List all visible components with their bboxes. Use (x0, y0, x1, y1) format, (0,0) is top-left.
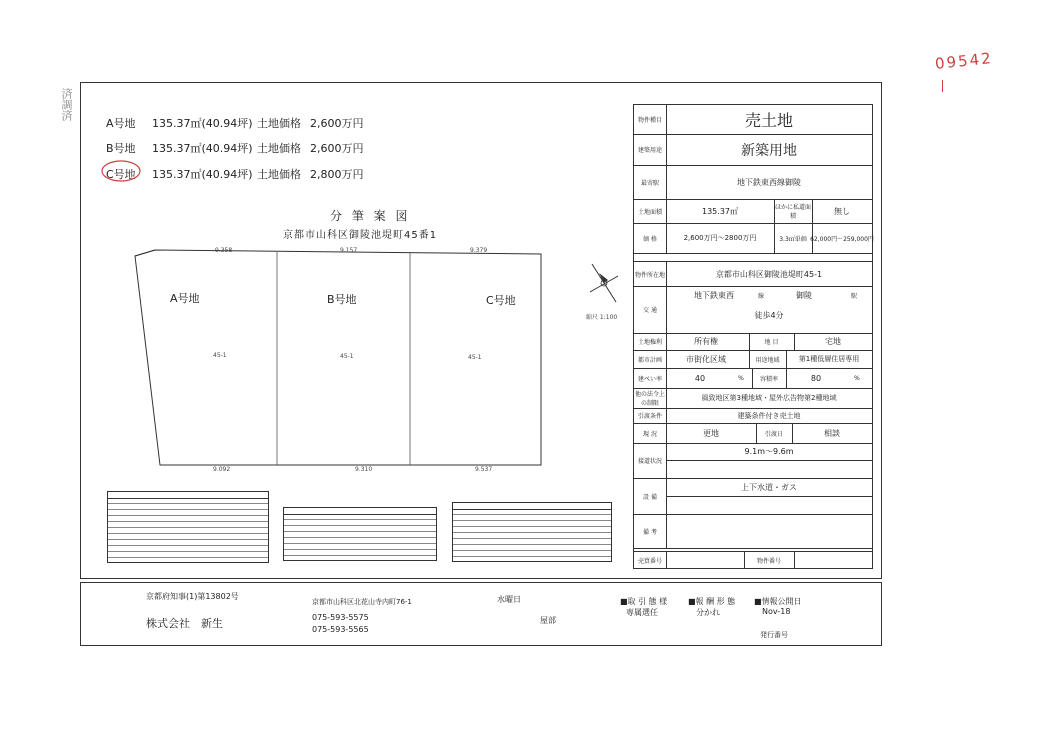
fee-label: ■報 酬 形 態 (688, 597, 736, 606)
bcr-label: 建ぺい率 (634, 368, 667, 388)
holiday: 水曜日 (497, 595, 521, 604)
row-condition (634, 408, 872, 424)
status-label: 現 況 (634, 423, 667, 443)
row-dealer (634, 551, 872, 568)
kind-value: 売土地 (744, 111, 793, 130)
date-label: ■情報公開日 (754, 597, 802, 606)
lot-c-price: 2,800万円 (310, 168, 364, 181)
shop-name: 屋部 (540, 616, 556, 625)
lot-a-area: 135.37㎡(40.94坪) (152, 117, 253, 130)
other-label: ほかに私道面積 (774, 204, 811, 220)
station-value: 地下鉄東西線御陵 (737, 177, 801, 187)
handwritten-circle (100, 158, 150, 184)
company-address: 京都市山科区北花山寺内町76-1 (312, 598, 412, 606)
rights-value: 所有権 (694, 337, 718, 346)
law-label: 他の法令上の制限 (634, 388, 667, 408)
date-value: Nov-18 (762, 607, 791, 616)
handover-label: 引渡日 (764, 430, 783, 438)
handwritten-number: 09542 (934, 49, 994, 73)
coordinate-table-b (283, 507, 437, 561)
plan-top-dim-a: 9.358 (215, 247, 233, 254)
plan-top-dim-c: 9.379 (470, 247, 488, 254)
bcr-unit: % (738, 374, 744, 382)
chimoku-label: 地 目 (764, 339, 779, 346)
lot-a-price: 2,600万円 (310, 117, 364, 130)
far-value: 80 (810, 373, 822, 383)
cond-label: 引渡条件 (634, 408, 667, 423)
zone-label: 用途地域 (755, 356, 780, 364)
plan-scale: 縮尺 1:100 (586, 314, 618, 321)
plan-label-a: A号地 (170, 292, 200, 305)
dealer-label: 売買番号 (634, 552, 667, 568)
company-name: 株式会社 新生 (146, 617, 223, 630)
company-tel: 075-593-5575 (312, 613, 369, 622)
rights-label: 土地権利 (634, 333, 667, 350)
area-value: 135.37㎡ (702, 206, 738, 216)
price-value: 2,600万円〜2800万円 (683, 234, 757, 242)
line-value: 地下鉄東西 (694, 290, 734, 300)
cond-value: 建築条件付き売土地 (737, 411, 801, 420)
fee-value: 分かれ (696, 608, 720, 617)
row-price (634, 223, 872, 254)
lot-a-name: A号地 (106, 117, 136, 130)
plan-label-b: B号地 (327, 293, 357, 306)
remarks-label: 備 考 (634, 514, 667, 548)
lot-b-price: 2,600万円 (310, 142, 364, 155)
property-info-table (633, 104, 873, 569)
number-label: 物件番号 (756, 557, 781, 565)
price-label: 価 格 (634, 223, 667, 253)
side-stamp: 済調済 (60, 88, 73, 121)
coordinate-table-a (107, 491, 269, 563)
license-number: 京都府知事(1)第13802号 (146, 592, 239, 601)
road-value: 9.1m〜9.6m (744, 446, 794, 456)
traffic-label: 交 通 (634, 285, 667, 333)
row-kind (634, 105, 872, 135)
use-value: 新築用地 (741, 142, 797, 159)
lot-b-name: B号地 (106, 142, 136, 155)
lot-a-price-label: 土地価格 (257, 117, 301, 130)
law-value: 風致地区第3種地域・屋外広告物第2種地域 (701, 394, 837, 402)
row-location (634, 261, 872, 287)
row-road (634, 443, 872, 479)
lot-b-area: 135.37㎡(40.94坪) (152, 142, 253, 155)
area-label: 土地面積 (634, 199, 667, 223)
deal-value: 専属選任 (626, 608, 658, 617)
row-ratio (634, 368, 872, 389)
city-value: 市街化区域 (686, 354, 726, 364)
plan-label-c: C号地 (486, 294, 516, 307)
plan-bottom-dim-b: 9.310 (355, 466, 373, 473)
bcr-value: 40 (694, 373, 706, 383)
other-value: 無し (834, 206, 850, 216)
handwritten-mark (942, 80, 943, 92)
company-fax: 075-593-5565 (312, 625, 369, 634)
plan-bottom-dim-c: 9.537 (475, 466, 493, 473)
plan-number-a: 45-1 (213, 352, 227, 359)
walk-value: 徒歩4分 (754, 310, 784, 320)
plan-top-dim-b: 9.157 (340, 247, 358, 254)
row-remarks (634, 514, 872, 549)
far-unit: % (854, 374, 860, 382)
city-label: 都市計画 (634, 350, 667, 368)
stop-suffix: 駅 (850, 292, 857, 300)
tsubo-value: 62,000円〜259,000円 (810, 235, 874, 243)
road-label: 接道状況 (634, 443, 667, 478)
plan-bottom-dim-a: 9.092 (213, 466, 231, 473)
deal-label: ■取 引 態 様 (620, 597, 668, 606)
tsubo-label: 3.3㎡単価 (779, 235, 807, 243)
location-label: 物件所在地 (634, 262, 667, 286)
plan-number-c: 45-1 (468, 354, 482, 361)
north-arrow-icon (584, 258, 624, 308)
plan-title: 分 筆 案 図 (330, 209, 411, 223)
row-traffic (634, 285, 872, 334)
issue-label: 発行番号 (760, 631, 788, 639)
plan-address: 京都市山科区御陵池堤町45番1 (283, 230, 438, 241)
line-suffix: 線 (757, 292, 764, 300)
zone-value: 第1種低層住居専用 (798, 355, 860, 363)
row-rights (634, 333, 872, 351)
far-label: 容積率 (759, 375, 778, 383)
location-value: 京都市山科区御陵池堤町45-1 (715, 269, 823, 279)
row-area (634, 199, 872, 224)
facility-label: 設 備 (634, 478, 667, 514)
lot-c-price-label: 土地価格 (257, 168, 301, 181)
facility-value: 上下水道・ガス (741, 482, 797, 492)
row-status (634, 423, 872, 444)
row-station (634, 165, 872, 200)
kind-label: 物件種目 (634, 105, 667, 134)
station-label: 最寄駅 (634, 165, 667, 199)
status-value: 更地 (703, 428, 719, 438)
coordinate-table-c (452, 502, 612, 562)
handover-value: 相談 (824, 428, 840, 438)
row-use (634, 134, 872, 166)
chimoku-value: 宅地 (825, 337, 841, 346)
lot-c-area: 135.37㎡(40.94坪) (152, 168, 253, 181)
lot-b-price-label: 土地価格 (257, 142, 301, 155)
plan-number-b: 45-1 (340, 353, 354, 360)
lot-c-name: C号地 (106, 168, 136, 181)
row-city (634, 350, 872, 369)
row-law (634, 388, 872, 409)
use-label: 建築用途 (634, 134, 667, 165)
stop-value: 御陵 (796, 290, 812, 300)
row-facility (634, 478, 872, 515)
